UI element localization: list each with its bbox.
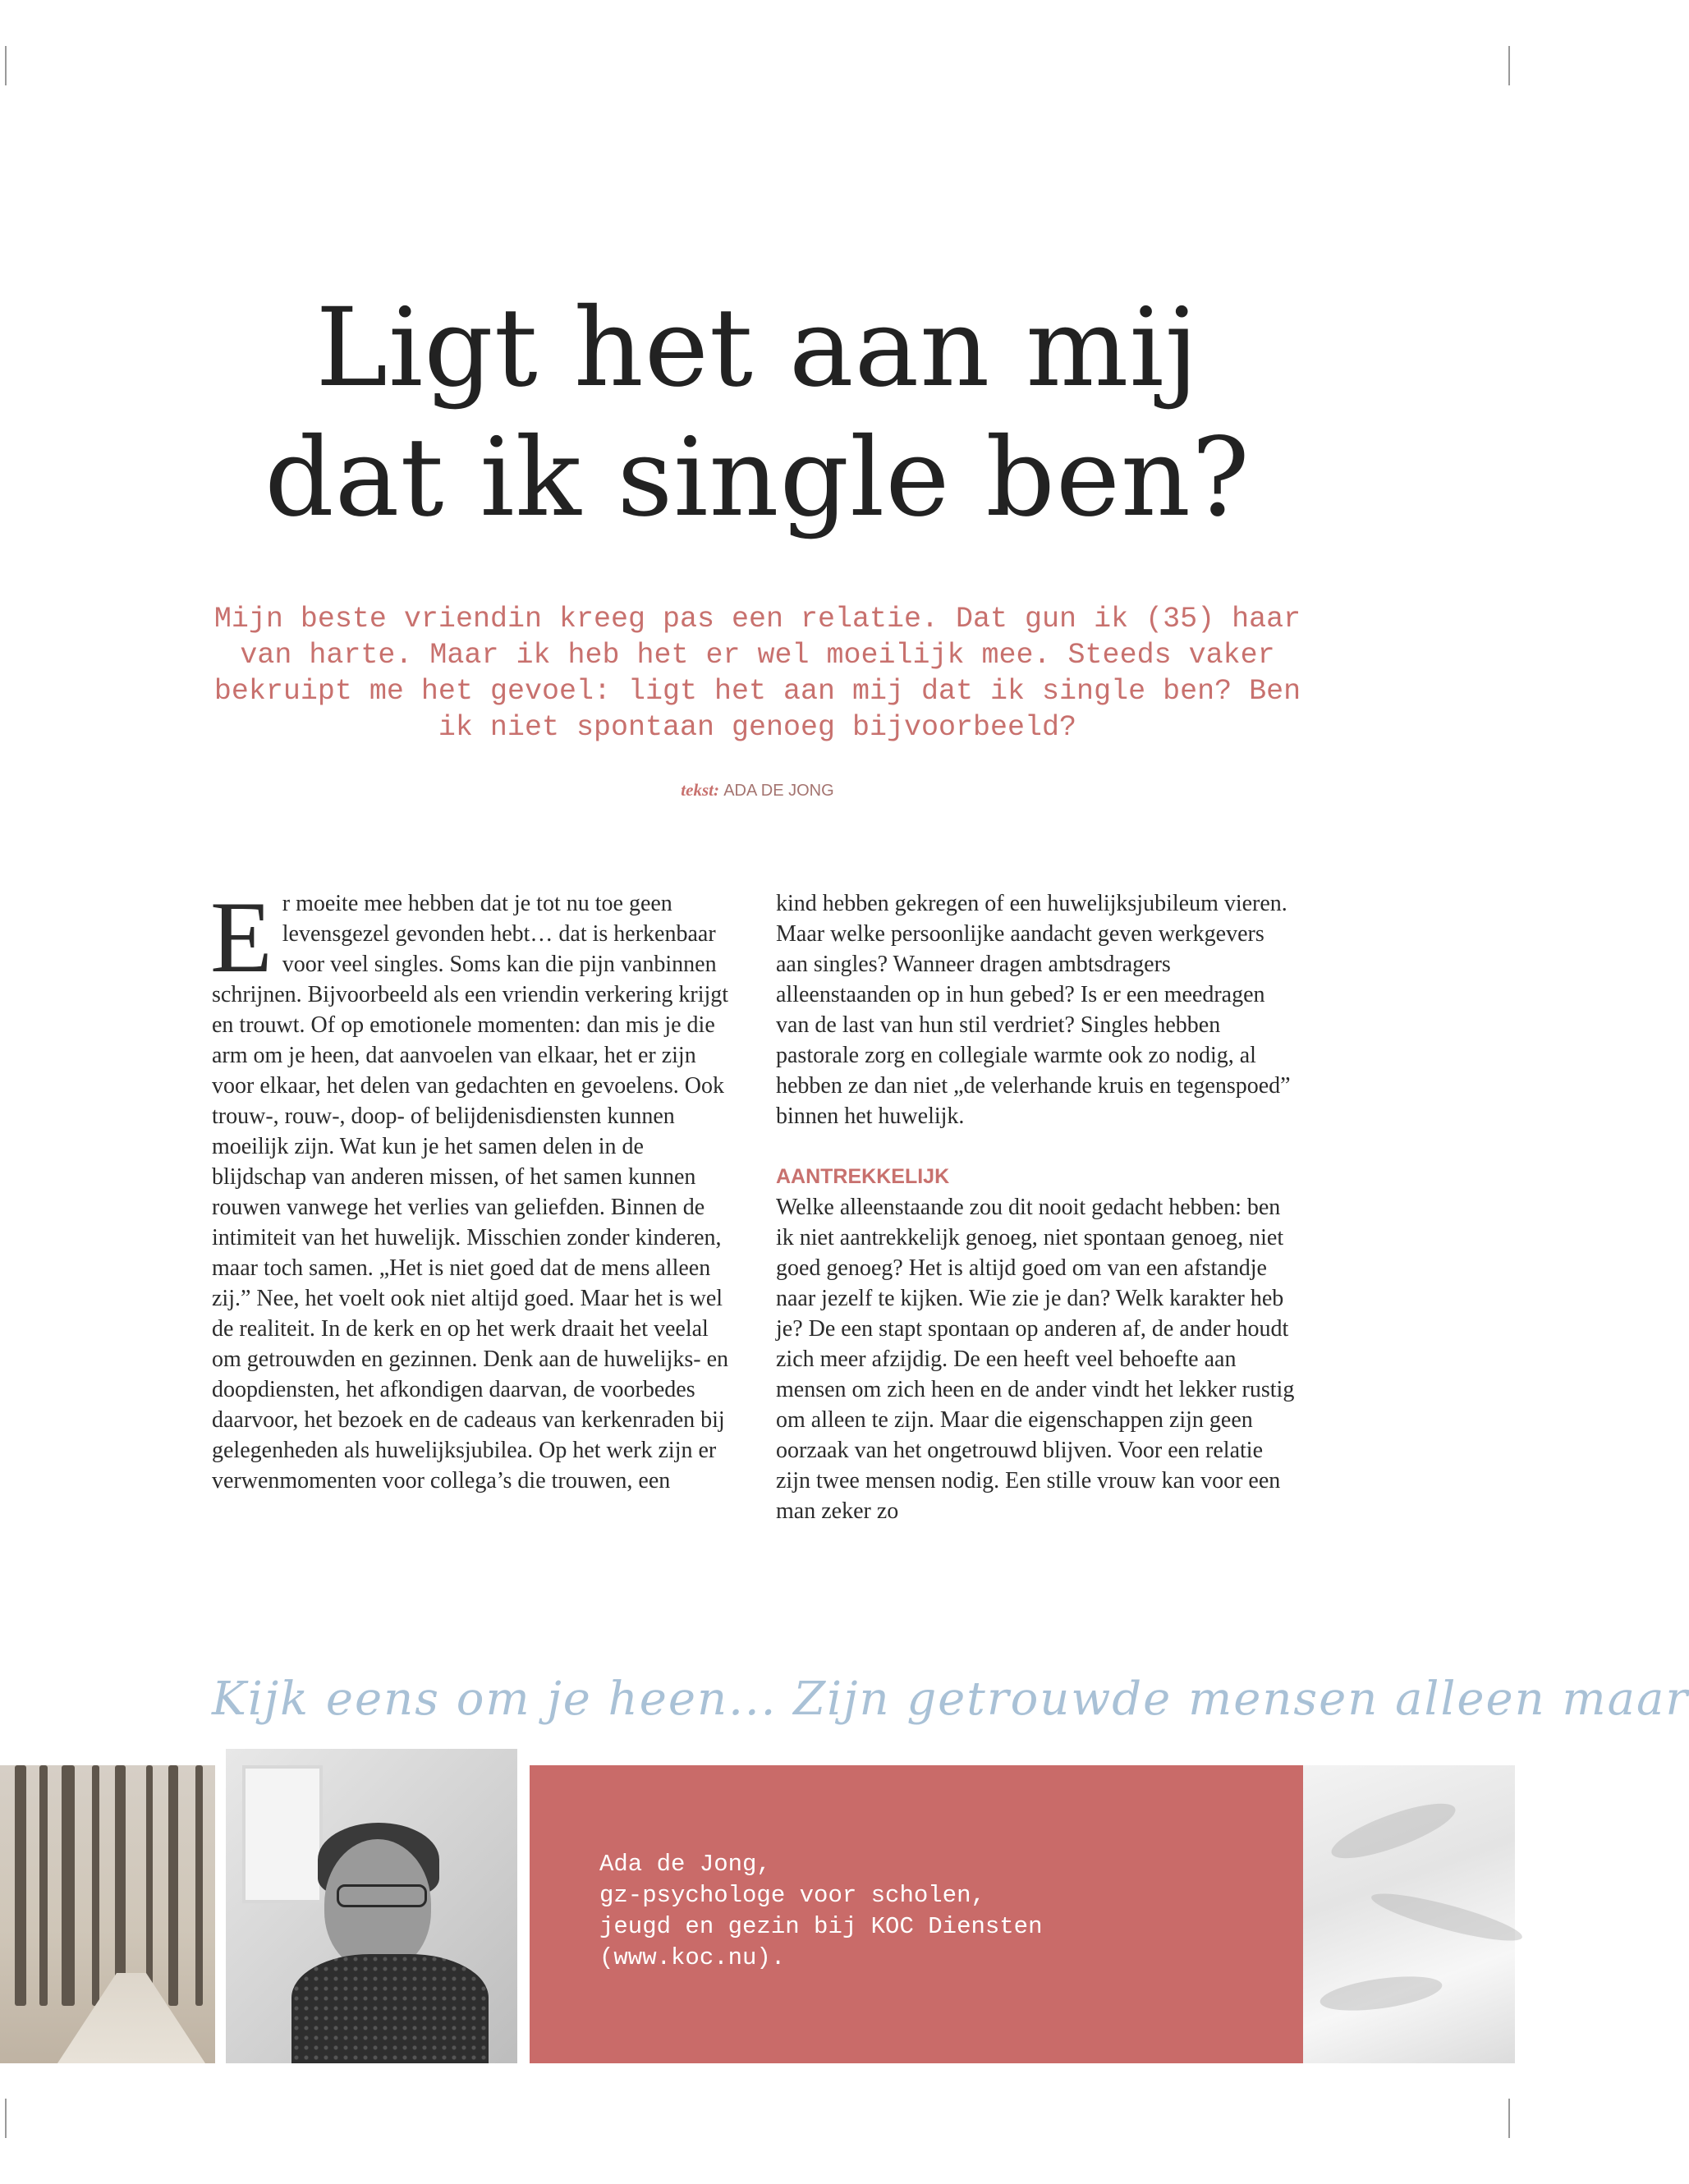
article-title (0, 283, 1515, 543)
author-bio: Ada de Jong, gz-psychologe voor scholen, jeugd en gezin bij KOC Diensten (www.koc.nu). (599, 1851, 1043, 1971)
bedsheet-photo (1303, 1765, 1515, 2063)
crop-mark-top-right (1508, 46, 1510, 85)
byline-author: ADA DE JONG (723, 782, 834, 800)
drop-cap: E (210, 881, 273, 993)
article-intro: Mijn beste vriendin kreeg pas een relatie. Dat gun ik (35) haar van harte. Maar ik heb het er wel moeilijk mee. Steeds vaker bekruipt me het gevoel: ligt het aan mij dat ik single ben? Ben ik niet spontaan genoeg bijvoorbeeld? (213, 603, 1301, 744)
body-paragraph-1: kind hebben gekregen of een huwelijksjubileum vieren. Maar welke persoonlijke aandacht geven werkgevers aan singles? Wanneer dragen ambtsdragers alleenstaanden op in hun gebed? Is er een meedragen van de last van hun stil verdriet? Singles hebben pastorale zorg en collegiale warmte ook zo nodig, al hebben ze dan niet „de velerhande kruis en tegenspoed” binnen het huwelijk. (776, 891, 1291, 1129)
crop-mark-bottom-right (1508, 2099, 1510, 2138)
body-column-left (210, 881, 737, 1496)
body-column-right (776, 888, 1301, 1526)
title-line-1: Ligt het aan mij (315, 285, 1200, 411)
handwritten-quote: Kijk eens om je heen... Zijn getrouwde mensen alleen maar (212, 1672, 1689, 1726)
crop-mark-top-left (5, 46, 7, 85)
byline-label: tekst: (681, 780, 719, 800)
section-subhead: AANTREKKELIJK (776, 1165, 950, 1188)
title-line-2: dat ik single ben? (264, 415, 1251, 541)
body-text-left: r moeite mee hebben dat je tot nu toe geen levensgezel gevonden hebt… dat is herkenbaar voor veel singles. Soms kan die pijn vanbinnen schrijnen. Bijvoorbeeld als een vriendin verkering krijgt en trouwt. Of op emotionele momenten: dan mis je die arm om je heen, dat aanvoelen van elkaar, het er zijn voor elkaar, het delen van gedachten en gevoelens. Ook trouw-, rouw-, doop- of belijdenisdiensten kunnen moeilijk zijn. Wat kun je het samen delen in de blijdschap van anderen missen, of het samen kunnen rouwen vanwege het verlies van geliefden. Binnen de intimiteit van het huwelijk. Misschien zonder kinderen, maar toch samen. „Het is niet goed dat de mens alleen zij.” Nee, het voelt ook niet altijd goed. Maar het is wel de realiteit. In de kerk en op het werk draait het veelal om getrouwden en gezinnen. Denk aan de huwelijks- en doopdiensten, het afkondigen daarvan, de voorbedes daarvoor, het bezoek en de cadeaus van kerkenraden bij gelegenheden als huwelijksjubilea. Op het werk zijn er verwenmomenten voor collega’s die trouwen, een (212, 891, 729, 1493)
byline (0, 780, 1515, 801)
author-portrait (226, 1749, 517, 2063)
forest-photo (0, 1765, 215, 2063)
body-paragraph-2: Welke alleenstaande zou dit nooit gedacht hebben: ben ik niet aantrekkelijk genoeg, niet spontaan genoeg, niet goed genoeg? Het is altijd goed om van een afstandje naar jezelf te kijken. Wie zie je dan? Welk karakter heb je? De een stapt spontaan op anderen af, de ander houdt zich meer afzijdig. De een heeft veel behoefte aan mensen om zich heen en de ander vindt het lekker rustig om alleen te zijn. Maar die eigenschappen zijn geen oorzaak van het ongetrouwd blijven. Voor een relatie zijn twee mensen nodig. Een stille vrouw kan voor een man zeker zo (776, 1195, 1295, 1524)
author-bio-box (530, 1765, 1303, 2063)
crop-mark-bottom-left (5, 2099, 7, 2138)
